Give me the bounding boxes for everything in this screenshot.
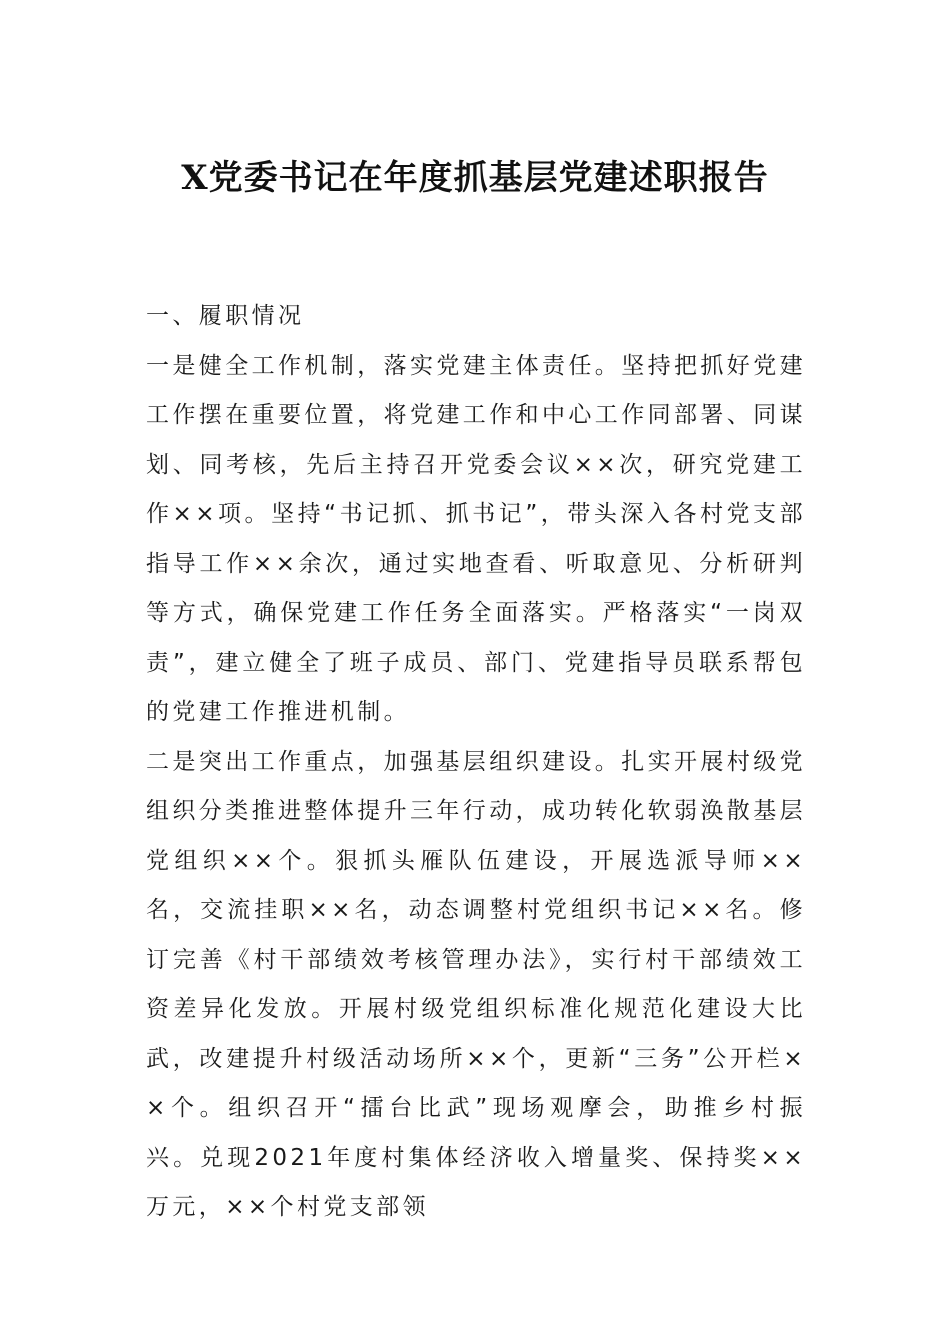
- paragraph-2: 二是突出工作重点，加强基层组织建设。扎实开展村级党组织分类推进整体提升三年行动，成功转化软弱涣散基层党组织××个。狠抓头雁队伍建设，开展选派导师××名，交流挂职××名，动态调整村党组织书记××名。修订完善《村干部绩效考核管理办法》，实行村干部绩效工资差异化发放。开展村级党组织标准化规范化建设大比武，改建提升村级活动场所××个，更新“三务”公开栏××个。组织召开“擂台比武”现场观摩会，助推乡村振兴。兑现2021年度村集体经济收入增量奖、保持奖××万元，××个村党支部领: [146, 748, 806, 1220]
- document-body: [146, 292, 806, 1233]
- section-heading: 一、履职情况: [146, 303, 305, 329]
- paragraph-1: 一是健全工作机制，落实党建主体责任。坚持把抓好党建工作摆在重要位置，将党建工作和中心工作同部署、同谋划、同考核，先后主持召开党委会议××次，研究党建工作××项。坚持“书记抓、抓书记”，带头深入各村党支部指导工作××余次，通过实地查看、听取意见、分析研判等方式，确保党建工作任务全面落实。严格落实“一岗双责”，建立健全了班子成员、部门、党建指导员联系帮包的党建工作推进机制。: [146, 352, 806, 725]
- document-title: X党委书记在年度抓基层党建述职报告: [181, 158, 769, 198]
